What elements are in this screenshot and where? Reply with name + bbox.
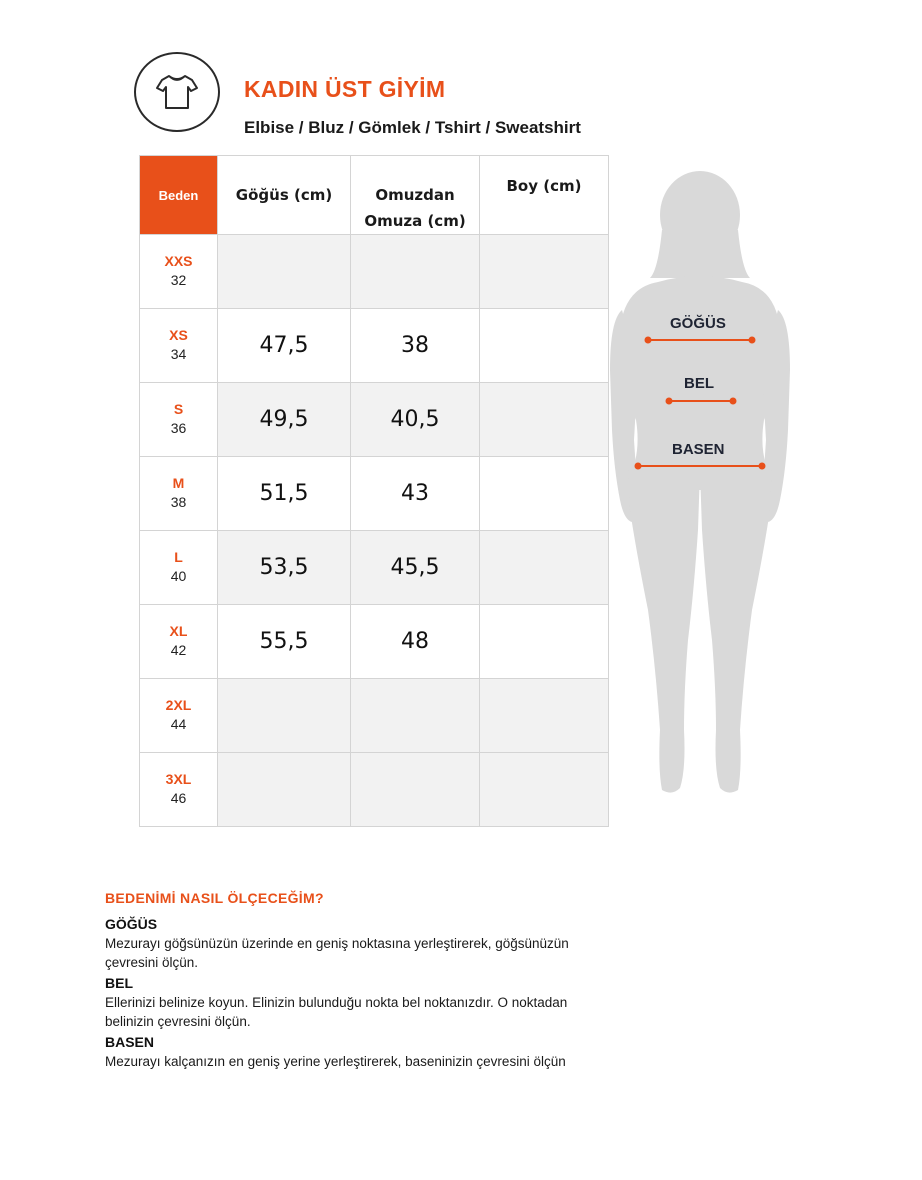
header-length: Boy (cm)	[480, 156, 609, 235]
table-row	[140, 531, 609, 605]
shoulder-cell: 45,5	[351, 531, 480, 605]
chest-cell: 53,5	[218, 531, 351, 605]
header-chest: Göğüs (cm)	[218, 156, 351, 235]
chest-cell	[218, 753, 351, 827]
size-cell: 3XL 46	[140, 753, 218, 827]
header-size: Beden	[140, 156, 218, 235]
shoulder-cell: 43	[351, 457, 480, 531]
body-figure	[600, 170, 800, 800]
header-shoulder	[351, 156, 480, 235]
how-to-measure	[105, 890, 665, 1073]
chest-heading: GÖĞÜS	[105, 916, 158, 932]
length-cell	[480, 235, 609, 309]
shoulder-cell: 40,5	[351, 383, 480, 457]
length-cell	[480, 679, 609, 753]
header-shoulder-line1: Omuzdan	[375, 186, 455, 204]
size-cell: XL 42	[140, 605, 218, 679]
length-cell	[480, 753, 609, 827]
waist-label: BEL	[684, 375, 714, 392]
chest-cell: 49,5	[218, 383, 351, 457]
table-row	[140, 383, 609, 457]
chest-instructions: Mezurayı göğsünüzün üzerinde en geniş noktasına yerleştirerek, göğsünüzün çevresini ölçün.	[105, 936, 569, 970]
table-row	[140, 753, 609, 827]
chest-cell: 47,5	[218, 309, 351, 383]
size-cell: L 40	[140, 531, 218, 605]
length-cell	[480, 383, 609, 457]
chest-cell: 55,5	[218, 605, 351, 679]
table-row	[140, 605, 609, 679]
page-subtitle: Elbise / Bluz / Gömlek / Tshirt / Sweatshirt	[244, 118, 581, 137]
table-row	[140, 457, 609, 531]
chest-label: GÖĞÜS	[670, 315, 726, 332]
chest-cell	[218, 679, 351, 753]
length-cell	[480, 457, 609, 531]
size-cell: XXS 32	[140, 235, 218, 309]
female-silhouette-icon	[600, 170, 800, 800]
shoulder-cell: 48	[351, 605, 480, 679]
chest-cell	[218, 235, 351, 309]
waist-instructions: Ellerinizi belinize koyun. Elinizin bulunduğu nokta bel noktanızdır. O noktadan belinizin çevresini ölçün.	[105, 995, 568, 1029]
chest-cell: 51,5	[218, 457, 351, 531]
table-header-row	[140, 156, 609, 235]
size-cell: M 38	[140, 457, 218, 531]
size-cell: 2XL 44	[140, 679, 218, 753]
hip-heading: BASEN	[105, 1034, 155, 1050]
shoulder-cell	[351, 753, 480, 827]
how-to-title: BEDENİMİ NASIL ÖLÇECEĞİM?	[105, 890, 324, 906]
shoulder-cell	[351, 679, 480, 753]
table-row	[140, 679, 609, 753]
tshirt-icon	[154, 72, 200, 112]
length-cell	[480, 605, 609, 679]
header-shoulder-line2: Omuza (cm)	[364, 212, 466, 230]
waist-heading: BEL	[105, 975, 133, 991]
size-cell: S 36	[140, 383, 218, 457]
size-table	[139, 155, 609, 827]
table-row	[140, 235, 609, 309]
shoulder-cell: 38	[351, 309, 480, 383]
table-row	[140, 309, 609, 383]
logo-badge	[134, 52, 220, 132]
length-cell	[480, 309, 609, 383]
hip-instructions: Mezurayı kalçanızın en geniş yerine yerleştirerek, baseninizin çevresini ölçün	[105, 1054, 566, 1069]
length-cell	[480, 531, 609, 605]
page-title: KADIN ÜST GİYİM	[244, 76, 446, 102]
hip-label: BASEN	[672, 441, 725, 458]
size-cell: XS 34	[140, 309, 218, 383]
shoulder-cell	[351, 235, 480, 309]
